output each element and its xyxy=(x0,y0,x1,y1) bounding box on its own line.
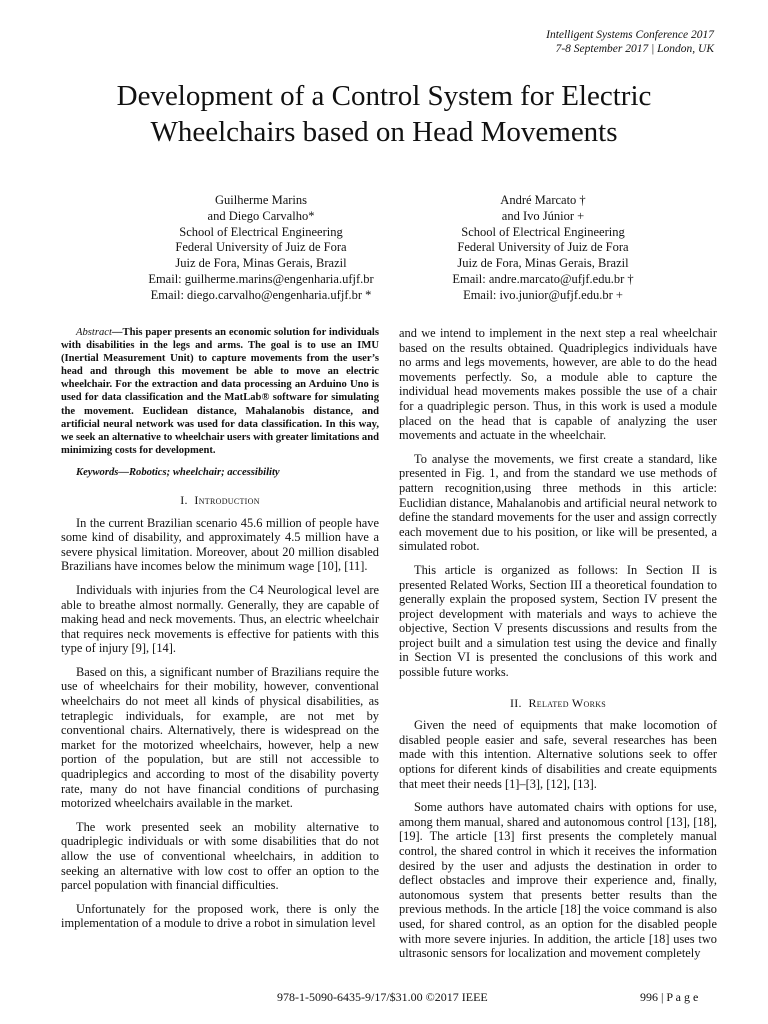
title-line-1: Development of a Control System for Electric xyxy=(116,80,652,112)
author-name: André Marcato † xyxy=(500,193,586,207)
author-name: Guilherme Marins xyxy=(215,193,307,207)
author-email: Email: andre.marcato@ufjf.edu.br † xyxy=(452,271,634,286)
paper-title xyxy=(60,78,708,150)
author-location: Juiz de Fora, Minas Gerais, Brazil xyxy=(457,256,629,271)
conference-date-place: 7-8 September 2017 | London, UK xyxy=(555,43,714,55)
body-paragraph: This article is organized as follows: In Section II is presented Related Works, Section III a theoretical foundation to generally explain the proposed system, Section IV present the project development with materials and ways to achieve the objective, Section V presents discussions and results from the project built and a simulation test using the device and finally in Section VI is presented the conclusions of this work and possible future works. xyxy=(399,562,717,680)
abstract-label: Abstract xyxy=(76,327,112,338)
section-number: I. xyxy=(180,492,188,507)
author-university: Federal University of Juiz de Fora xyxy=(457,240,629,255)
left-column xyxy=(61,326,379,940)
conference-name: Intelligent Systems Conference 2017 xyxy=(546,29,714,41)
author-name: and Ivo Júnior + xyxy=(501,208,585,223)
author-email: Email: diego.carvalho@engenharia.ufjf.br * xyxy=(150,287,372,302)
section-title: Introduction xyxy=(194,492,260,507)
right-column xyxy=(399,326,717,970)
title-line-2: Wheelchairs based on Head Movements xyxy=(150,116,618,148)
body-paragraph: and we intend to implement in the next step a real wheelchair based on the results obtained. Quadriplegics individuals have no arms and legs movements, however, are able to do the head movements perfectly. So, a module able to capture the individual head movements makes possible the use of a chair for a quadriplegic person. Thus, in this work is used a module placed on the head that is capable of analyzing the user movements and actuate in the wheelchair. xyxy=(399,326,717,443)
section-heading-related-works xyxy=(399,696,717,711)
body-paragraph: In the current Brazilian scenario 45.6 million of people have some kind of disability, and approximately 4.5 million have a severe physical limitation. Moreover, about 20 million disabled Brazilians have incomes below the minimum wage [10], [11]. xyxy=(61,515,379,574)
body-paragraph: Unfortunately for the proposed work, there is only the implementation of a module to drive a robot in simulation level xyxy=(61,901,379,931)
body-paragraph: Individuals with injuries from the C4 Neurological level are able to breathe almost normally. Generally, they are capable of making head and neck movements. Thus, an electric wheelchair that requires neck movements is effective for patients with this type of injury [9], [14]. xyxy=(61,582,379,656)
section-number: II. xyxy=(509,695,522,710)
abstract-text: —This paper presents an economic solution for individuals with disabilities in the legs and arms. The goal is to use an IMU (Inertial Measurement Unit) to capture movements from the user’s head and through this movement be able to move an electric wheelchair. For the extraction and data processing an Arduino Uno is used for data classification and the MatLab® software for simulating the movement. Euclidean distance, Mahalanobis distance, and artificial neural network was used for data classification. In this way, we seek an alternative to wheelchair users with greater limitations and minimizing costs for development. xyxy=(61,327,379,456)
body-paragraph: To analyse the movements, we first create a standard, like presented in Fig. 1, and from the standard we use methods of pattern recognition,using three methods in this article: Euclidian distance, Mahalanobis and artificial neural network to define the standard movements for the user and assign correctly each movement due to his position, or like will be presented, a simulated robot. xyxy=(399,451,717,554)
conference-header xyxy=(546,28,714,56)
section-heading-introduction xyxy=(61,493,379,508)
author-name: and Diego Carvalho* xyxy=(207,208,315,223)
keywords: Keywords—Robotics; wheelchair; accessibility xyxy=(76,466,280,478)
page-number: 996 | P a g e xyxy=(640,990,699,1004)
author-email: Email: guilherme.marins@engenharia.ufjf.br xyxy=(148,271,374,286)
author-email: Email: ivo.junior@ufjf.edu.br + xyxy=(463,287,623,302)
author-department: School of Electrical Engineering xyxy=(179,224,343,239)
author-department: School of Electrical Engineering xyxy=(461,224,625,239)
author-university: Federal University of Juiz de Fora xyxy=(175,240,347,255)
body-paragraph: Some authors have automated chairs with options for use, among them manual, shared and autonomous control [13], [18], [19]. The article [13] first presents the completely manual control, the shared control in which it receives the information desired by the user and adjusts the destination in order to deflect obstacles and improve their experience and, finally, autonomous system that presents better results than the previous methods. In the article [18] the voice command is also used, for shared control, as an option for the disabled people with more severe injuries. In addition, the article [18] uses two ultrasonic sensors for localization and movement completely xyxy=(399,800,717,961)
author-location: Juiz de Fora, Minas Gerais, Brazil xyxy=(175,256,347,271)
abstract xyxy=(61,326,379,457)
section-title: Related Works xyxy=(528,695,607,710)
body-paragraph: Given the need of equipments that make locomotion of disabled people easier and safe, several researches has been made with this intention. Alternative solutions seek to offer options for diferent kinds of disabilities and create equipments that meet their needs [1]–[3], [12], [13]. xyxy=(399,718,717,791)
author-block-right xyxy=(393,193,693,304)
body-paragraph: The work presented seek an mobility alternative to quadriplegic individuals or with some disabilities that do not allow the use of conventional wheelchairs, in addition to seeking an alternative with low cost to offer an option to the parcel population with financial difficulties. xyxy=(61,819,379,893)
footer-isbn: 978-1-5090-6435-9/17/$31.00 ©2017 IEEE xyxy=(277,990,488,1004)
body-paragraph: Based on this, a significant number of Brazilians require the use of wheelchairs for their mobility, however, conventional wheelchairs do not meet all kinds of physical disabilities, as tetraplegic individuals, for example, are not met by conventional chairs. Alternatively, there is widespread on the market for the motorized wheelchairs, however, help a new portion of the population, but are still not accessible to quadriplegics and according to most of the disability poverty rate, many do not have financial conditions of purchasing motorized wheelchairs available in the market. xyxy=(61,664,379,811)
author-block-left xyxy=(111,193,411,304)
